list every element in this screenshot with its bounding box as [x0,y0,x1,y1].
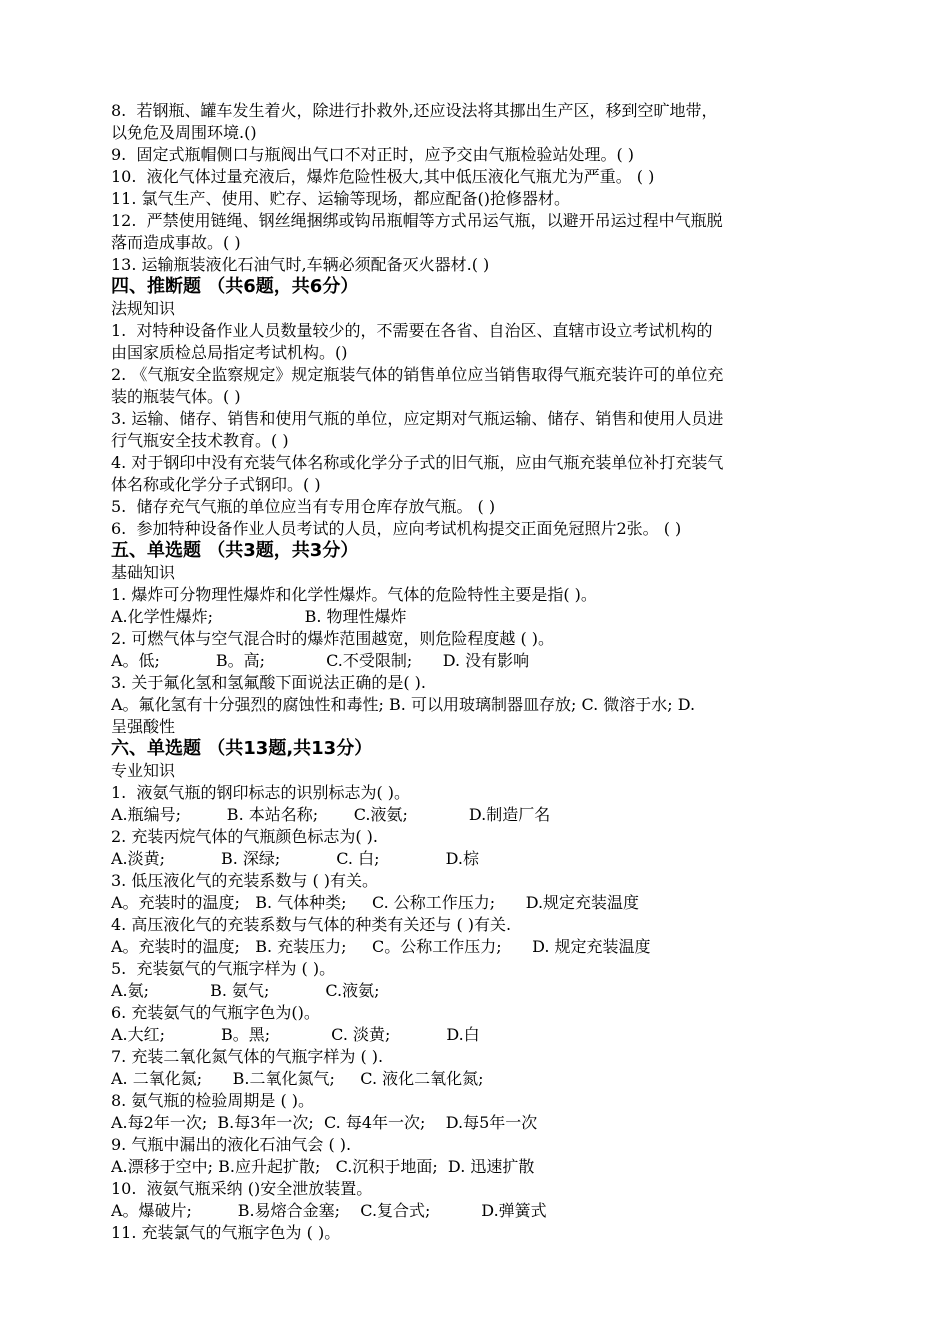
text-line: A.每2年一次; B.每3年一次; C. 每4年一次; D.每5年一次 [111,1113,538,1132]
text-line: A。充装时的温度; B. 充装压力; C。公称工作压力; D. 规定充装温度 [111,937,651,956]
text-line: 呈强酸性 [111,717,176,736]
text-line: A.大红; B。黑; C. 淡黄; D.白 [111,1025,480,1044]
text-line: 8. 氨气瓶的检验周期是 ( )。 [111,1091,315,1110]
text-line: A.氨; B. 氨气; C.液氨; [111,981,380,1000]
text-line: 10. 液氨气瓶采纳 ()安全泄放装置。 [111,1179,373,1198]
text-line: 6. 充装氨气的气瓶字色为()。 [111,1003,320,1022]
text-line: 2. 可燃气体与空气混合时的爆炸范围越宽，则危险程度越 ( )。 [111,629,555,648]
text-line: 装的瓶装气体。( ) [111,387,241,406]
text-line: A. 二氧化氮; B.二氧化氮气; C. 液化二氧化氮; [111,1069,484,1088]
text-line: 3. 关于氟化氢和氢氟酸下面说法正确的是( ). [111,673,427,692]
text-line: 以免危及周围环境.() [111,123,257,142]
text-line: 9. 气瓶中漏出的液化石油气会 ( ). [111,1135,352,1154]
text-line: A。充装时的温度; B. 气体种类; C. 公称工作压力; D.规定充装温度 [111,893,640,912]
text-line: 1. 液氨气瓶的钢印标志的识别标志为( )。 [111,783,411,802]
text-line: 落而造成事故。( ) [111,233,241,252]
text-line: 由国家质检总局指定考试机构。() [111,343,348,362]
section-heading: 四、推断题 （共6题，共6分） [111,276,359,297]
text-line: 6. 参加特种设备作业人员考试的人员，应向考试机构提交正面免冠照片2张。 ( ) [111,519,682,538]
text-line: 体名称或化学分子式钢印。( ) [111,475,321,494]
text-line: A.漂移于空中; B.应升起扩散; C.沉积于地面; D. 迅速扩散 [111,1157,535,1176]
text-line: 行气瓶安全技术教育。( ) [111,431,289,450]
text-line: A。爆破片; B.易熔合金塞; C.复合式; D.弹簧式 [111,1201,547,1220]
text-line: A。氟化氢有十分强烈的腐蚀性和毒性; B. 可以用玻璃制器皿存放; C. 微溶于水; D. [111,695,696,714]
text-line: 2. 充装丙烷气体的气瓶颜色标志为( ). [111,827,379,846]
text-line: 法规知识 [111,299,176,318]
text-line: 9. 固定式瓶帽侧口与瓶阀出气口不对正时，应予交由气瓶检验站处理。( ) [111,145,635,164]
text-line: A.化学性爆炸; B. 物理性爆炸 [111,607,407,626]
section-heading: 五、单选题 （共3题，共3分） [111,540,359,561]
text-line: 2. 《气瓶安全监察规定》规定瓶装气体的销售单位应当销售取得气瓶充装许可的单位充 [111,365,724,384]
section-heading: 六、单选题 （共13题,共13分） [111,738,373,759]
text-line: 7. 充装二氧化氮气体的气瓶字样为 ( ). [111,1047,384,1066]
text-line: 8. 若钢瓶、罐车发生着火，除进行扑救外,还应设法将其挪出生产区，移到空旷地带， [111,101,718,120]
text-line: 13. 运输瓶装液化石油气时,车辆必须配备灭火器材.( ) [111,255,490,274]
text-line: 3. 运输、储存、销售和使用气瓶的单位，应定期对气瓶运输、储存、销售和使用人员进 [111,409,724,428]
text-line: 11. 充装氯气的气瓶字色为 ( )。 [111,1223,341,1242]
text-line: 1. 对特种设备作业人员数量较少的，不需要在各省、自治区、直辖市设立考试机构的 [111,321,713,340]
text-line: 基础知识 [111,563,176,582]
text-line: 专业知识 [111,761,176,780]
text-line: 1. 爆炸可分物理性爆炸和化学性爆炸。气体的危险特性主要是指( )。 [111,585,597,604]
text-line: A。低; B。高; C.不受限制; D. 没有影响 [111,651,530,670]
text-line: A.瓶编号; B. 本站名称; C.液氨; D.制造厂名 [111,805,551,824]
text-line: 4. 对于钢印中没有充装气体名称或化学分子式的旧气瓶，应由气瓶充装单位补打充装气 [111,453,724,472]
text-line: 4. 高压液化气的充装系数与气体的种类有关还与 ( )有关. [111,915,512,934]
document-body [111,100,846,1244]
text-line: 5. 储存充气气瓶的单位应当有专用仓库存放气瓶。 ( ) [111,497,496,516]
text-line: A.淡黄; B. 深绿; C. 白; D.棕 [111,849,479,868]
text-line: 5. 充装氨气的气瓶字样为 ( )。 [111,959,336,978]
text-line: 3. 低压液化气的充装系数与 ( )有关。 [111,871,379,890]
text-line: 10. 液化气体过量充液后，爆炸危险性极大,其中低压液化气瓶尤为严重。 ( ) [111,167,655,186]
text-line: 11. 氯气生产、使用、贮存、运输等现场，都应配备()抢修器材。 [111,189,571,208]
text-line: 12. 严禁使用链绳、钢丝绳捆绑或钩吊瓶帽等方式吊运气瓶，以避开吊运过程中气瓶脱 [111,211,723,230]
